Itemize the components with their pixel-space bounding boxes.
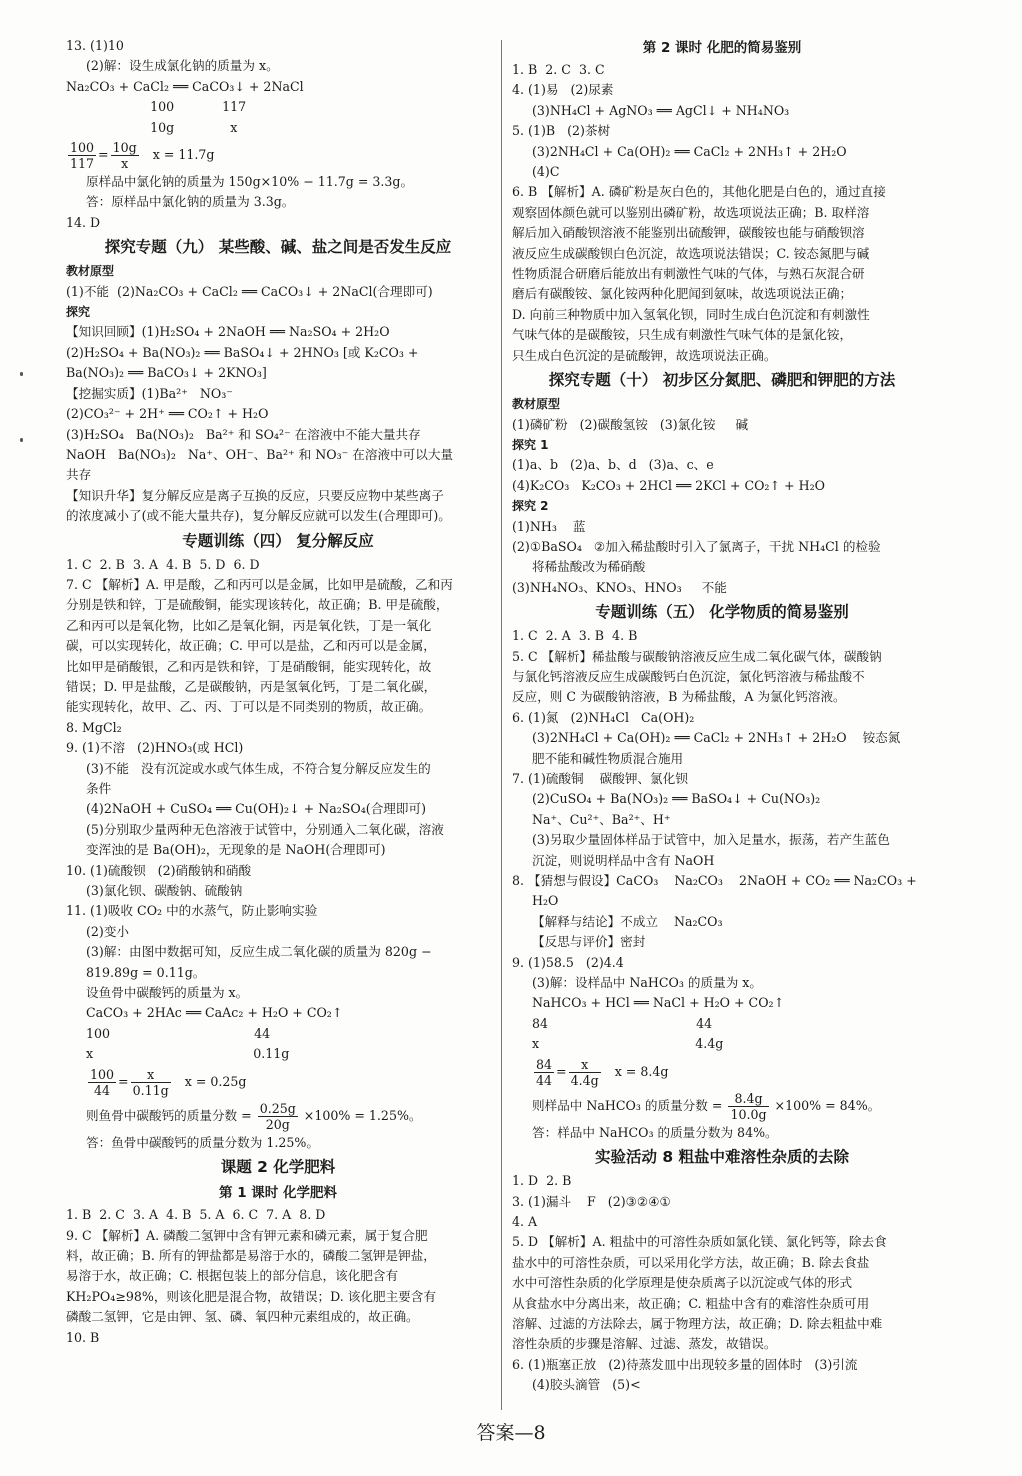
answer-line: 10. (1)硫酸钡 (2)硝酸钠和硝酸 bbox=[66, 862, 252, 878]
answer-line: 的浓度减小了(或不能大量共存)，复分解反应就可以发生(合理即可)。 bbox=[66, 508, 451, 524]
equation-result: x = 0.25g bbox=[172, 1073, 247, 1089]
answer-line: 共存 bbox=[66, 467, 92, 483]
answer-line: D. 向前三种物质中加入氢氧化钡，同时生成白色沉淀和有刺激性 bbox=[512, 306, 870, 322]
answer-line: H₂O bbox=[532, 893, 559, 909]
answer-line: 水中可溶性杂质的化学原理是使杂质离子以沉淀或气体的形式 bbox=[512, 1275, 853, 1291]
fraction-numerator: 0.25g bbox=[259, 1100, 296, 1116]
answer-line: (2)H₂SO₄ + Ba(NO₃)₂ ══ BaSO₄↓ + 2HNO₃ [或 K₂CO₃ + bbox=[66, 344, 419, 360]
fraction-denominator: 44 bbox=[536, 1072, 553, 1088]
percentage-equation bbox=[512, 1089, 932, 1123]
answer-line: 6. B 【解析】A. 磷矿粉是灰白色的，其他化肥是白色的，通过直接 bbox=[512, 184, 886, 200]
answer-line: 答：样品中 NaHCO₃ 的质量分数为 84%。 bbox=[532, 1124, 778, 1140]
answer-line: 1. C 2. A 3. B 4. B bbox=[512, 628, 638, 644]
answer-line: 100 44 bbox=[86, 1025, 271, 1041]
answer-line: 13. (1)10 bbox=[66, 38, 124, 53]
answer-line: Ba(NO₃)₂ ══ BaCO₃↓ + 2KNO₃] bbox=[66, 365, 267, 381]
fraction-numerator: 100 bbox=[70, 140, 95, 156]
answer-line: KH₂PO₄≥98%，则该化肥是混合物，故错误；D. 该化肥主要含有 bbox=[66, 1288, 436, 1304]
answer-line: 比如甲是硝酸银，乙和丙是铁和锌，丁是硝酸铜，能实现转化，故 bbox=[66, 658, 432, 674]
answer-line: 1. B 2. C 3. C bbox=[512, 62, 605, 77]
section-heading: 实验活动 8 粗盐中难溶性杂质的去除 bbox=[594, 1148, 850, 1167]
fraction bbox=[534, 1057, 554, 1088]
answer-line: 溶性杂质的步骤是溶解、过滤、蒸发，故错误。 bbox=[512, 1336, 777, 1352]
answer-line: 只生成白色沉淀的是硫酸钾，故选项说法正确。 bbox=[512, 347, 777, 363]
answer-line: 【反思与评价】密封 bbox=[532, 934, 646, 950]
answer-line: 与氯化钙溶液反应生成碳酸钙白色沉淀，氯化钙溶液与稀盐酸不 bbox=[512, 668, 865, 684]
fraction-denominator: 10.0g bbox=[730, 1106, 767, 1122]
answer-line: 【知识回顾】(1)H₂SO₄ + 2NaOH ══ Na₂SO₄ + 2H₂O bbox=[66, 324, 390, 340]
fraction-denominator: x bbox=[121, 156, 129, 172]
equation-result: x = 8.4g bbox=[602, 1063, 669, 1079]
answer-line: 磨后有碳酸铵、氯化铵两种化肥闻到氨味，故选项说法正确； bbox=[512, 286, 853, 302]
section-heading: 专题训练（五） 化学物质的简易鉴别 bbox=[595, 603, 849, 622]
answer-line: 【解释与结论】不成立 Na₂CO₃ bbox=[532, 913, 723, 929]
section-heading: 专题训练（四） 复分解反应 bbox=[182, 531, 374, 550]
answer-line: 8. MgCl₂ bbox=[66, 719, 122, 735]
answer-line: 碳，可以实现转化，故正确；C. 甲可以是盐，乙和丙可以是金属， bbox=[66, 638, 436, 654]
section-heading: 课题 2 化学肥料 bbox=[220, 1158, 336, 1177]
answer-line: 料，故正确；B. 所有的钾盐都是易溶于水的，磷酸二氢钾是钾盐， bbox=[66, 1247, 436, 1263]
answer-line: (5)分别取少量两种无色溶液于试管中，分别通入二氧化碳，溶液 bbox=[86, 821, 444, 837]
fraction-numerator: 10g bbox=[112, 140, 137, 156]
scan-speck bbox=[20, 438, 23, 442]
answer-line: 乙和丙可以是氧化物，比如乙是氧化铜，丙是氧化铁，丁是一氧化 bbox=[66, 617, 432, 633]
column-divider bbox=[501, 40, 502, 1410]
answer-line: (3)H₂SO₄ Ba(NO₃)₂ Ba²⁺ 和 SO₄²⁻ 在溶液中不能大量共存 bbox=[66, 426, 421, 442]
answer-line: 条件 bbox=[86, 781, 112, 796]
equation-prefix: 则鱼骨中碳酸钙的质量分数 = bbox=[86, 1107, 256, 1123]
answer-line: 84 44 bbox=[532, 1015, 713, 1031]
answer-line: x 0.11g bbox=[86, 1046, 290, 1062]
answer-line: 14. D bbox=[66, 214, 101, 230]
answer-line: (3)NH₄NO₃、KNO₃、HNO₃ 不能 bbox=[512, 579, 727, 595]
subsection-label: 教材原型 bbox=[512, 397, 561, 412]
answer-line: 819.89g = 0.11g。 bbox=[86, 964, 206, 980]
answer-line: 10. B bbox=[66, 1329, 100, 1345]
answer-line: 【挖掘实质】(1)Ba²⁺ NO₃⁻ bbox=[66, 385, 233, 401]
proportion-equation bbox=[512, 1055, 932, 1089]
answer-line: (1)a、b (2)a、b、d (3)a、c、e bbox=[512, 457, 714, 473]
answer-line: 4. (1)易 (2)尿素 bbox=[512, 82, 614, 98]
answer-line: 磷酸二氢钾，它是由钾、氢、磷、氧四种元素组成的，故正确。 bbox=[66, 1309, 419, 1325]
subsection-label: 探究 1 bbox=[512, 437, 549, 452]
subsection-label: 教材原型 bbox=[66, 264, 115, 279]
answer-line: (2)解：设生成氯化钠的质量为 x。 bbox=[86, 58, 279, 74]
answer-line: 易溶于水，故正确；C. 根据包装上的部分信息，该化肥含有 bbox=[66, 1268, 399, 1284]
answer-line: 4. A bbox=[512, 1213, 538, 1229]
proportion-equation bbox=[66, 138, 490, 172]
answer-line: (3)不能 没有沉淀或水或气体生成，不符合复分解反应发生的 bbox=[86, 760, 431, 776]
answer-line: 10g x bbox=[66, 119, 238, 135]
percentage-equation bbox=[66, 1099, 490, 1133]
answer-line: 5. (1)B (2)茶树 bbox=[512, 123, 611, 139]
answer-line: (4)胶头滴管 (5)< bbox=[532, 1377, 641, 1393]
answer-line: 反应，则 C 为碳酸钠溶液，B 为稀盐酸，A 为氯化钙溶液。 bbox=[512, 689, 846, 705]
answer-line: 性物质混合研磨后能放出有刺激性气味的气体，与熟石灰混合研 bbox=[512, 266, 865, 282]
answer-line: NaHCO₃ + HCl ══ NaCl + H₂O + CO₂↑ bbox=[532, 995, 785, 1011]
answer-line: 6. (1)氮 (2)NH₄Cl Ca(OH)₂ bbox=[512, 709, 695, 725]
lesson-heading: 第 1 课时 化学肥料 bbox=[219, 1185, 337, 1202]
section-heading: 探究专题（九） 某些酸、碱、盐之间是否发生反应 bbox=[104, 238, 452, 257]
answer-line: (3)另取少量固体样品于试管中，加入足量水，振荡，若产生蓝色 bbox=[532, 832, 890, 848]
fraction bbox=[111, 140, 139, 171]
answer-line: 观察固体颜色就可以鉴别出磷矿粉，故选项说法正确；B. 取样溶 bbox=[512, 204, 870, 220]
answer-line: 9. C 【解析】A. 磷酸二氢钾中含有钾元素和磷元素，属于复合肥 bbox=[66, 1227, 428, 1243]
answer-line: (3)解：设样品中 NaHCO₃ 的质量为 x。 bbox=[532, 975, 763, 991]
answer-line: 盐水中的可溶性杂质，可以采用化学方法，故正确；B. 除去食盐 bbox=[512, 1254, 870, 1270]
answer-line: (1)NH₃ 蓝 bbox=[512, 518, 586, 534]
equation-suffix: ×100% = 84%。 bbox=[770, 1097, 881, 1113]
answer-line: (3)NH₄Cl + AgNO₃ ══ AgCl↓ + NH₄NO₃ bbox=[532, 102, 790, 118]
answer-line: (2)变小 bbox=[86, 923, 130, 939]
fraction-numerator: x bbox=[569, 1057, 601, 1073]
subsection-label: 探究 bbox=[66, 305, 91, 320]
answer-line: Na⁺、Cu²⁺、Ba²⁺、H⁺ bbox=[532, 811, 671, 827]
answer-line: 11. (1)吸收 CO₂ 中的水蒸气，防止影响实验 bbox=[66, 903, 318, 919]
answer-line: 1. B 2. C 3. A 4. B 5. A 6. C 7. A 8. D bbox=[66, 1207, 326, 1223]
fraction-numerator: 100 bbox=[90, 1066, 115, 1082]
fraction-denominator: 44 bbox=[94, 1082, 111, 1098]
answer-line: Na₂CO₃ + CaCl₂ ══ CaCO₃↓ + 2NaCl bbox=[66, 78, 304, 94]
answer-line: 溶解、过滤的方法除去，属于物理方法，故正确；D. 除去粗盐中难 bbox=[512, 1315, 883, 1331]
answer-line: 气味气体的是碳酸铵，只生成有刺激性气味气体的是氯化铵， bbox=[512, 327, 853, 343]
fraction bbox=[569, 1057, 601, 1088]
answer-line: 将稀盐酸改为稀硝酸 bbox=[532, 559, 646, 575]
lesson-heading: 第 2 课时 化肥的简易鉴别 bbox=[642, 40, 802, 56]
answer-line: (2)①BaSO₄ ②加入稀盐酸时引入了氯离子，干扰 NH₄Cl 的检验 bbox=[512, 538, 881, 554]
fraction-denominator: 4.4g bbox=[570, 1072, 599, 1088]
scan-speck bbox=[20, 372, 23, 376]
answer-line: 设鱼骨中碳酸钙的质量为 x。 bbox=[86, 985, 249, 1001]
answer-line: (3)2NH₄Cl + Ca(OH)₂ ══ CaCl₂ + 2NH₃↑ + 2H₂O bbox=[532, 143, 847, 159]
answer-line: 肥不能和碱性物质混合施用 bbox=[532, 750, 684, 766]
answer-line: (4)C bbox=[532, 164, 560, 180]
equation-result: x = 11.7g bbox=[140, 147, 215, 163]
right-column bbox=[512, 36, 932, 1396]
page-footer: 答案—8 bbox=[476, 1422, 546, 1444]
fraction-denominator: 20g bbox=[265, 1116, 290, 1132]
answer-line: NaOH Ba(NO₃)₂ Na⁺、OH⁻、Ba²⁺ 和 NO₃⁻ 在溶液中可以大量 bbox=[66, 446, 454, 462]
fraction bbox=[68, 140, 96, 171]
fraction-numerator: 8.4g bbox=[728, 1091, 768, 1107]
answer-line: 3. (1)漏斗 F (2)③②④① bbox=[512, 1193, 671, 1209]
fraction-numerator: 84 bbox=[536, 1056, 553, 1072]
answer-line: 沉淀，则说明样品中含有 NaOH bbox=[532, 852, 715, 868]
answer-line: 能实现转化，故甲、乙、丙、丁可以是不同类别的物质，故正确。 bbox=[66, 699, 432, 715]
fraction-denominator: 117 bbox=[70, 156, 95, 172]
answer-line: 6. (1)瓶塞正放 (2)待蒸发皿中出现较多量的固体时 (3)引流 bbox=[512, 1356, 858, 1372]
answer-line: 从食盐水中分离出来，故正确；C. 粗盐中含有的难溶性杂质可用 bbox=[512, 1295, 870, 1311]
answer-line: (1)不能 (2)Na₂CO₃ + CaCl₂ ══ CaCO₃↓ + 2NaCl(合理即可) bbox=[66, 283, 433, 299]
proportion-equation bbox=[66, 1065, 490, 1099]
answer-line: 【知识升华】复分解反应是离子互换的反应，只要反应物中某些离子 bbox=[66, 487, 444, 503]
answer-line: 答：鱼骨中碳酸钙的质量分数为 1.25%。 bbox=[86, 1134, 319, 1150]
answer-line: (3)2NH₄Cl + Ca(OH)₂ ══ CaCl₂ + 2NH₃↑ + 2H₂O 铵态氮 bbox=[532, 730, 901, 746]
answer-line: 1. C 2. B 3. A 4. B 5. D 6. D bbox=[66, 556, 260, 572]
answer-line: (3)氯化钡、碳酸钠、硫酸钠 bbox=[86, 883, 243, 899]
section-heading: 探究专题（十） 初步区分氮肥、磷肥和钾肥的方法 bbox=[548, 371, 896, 390]
answer-line: CaCO₃ + 2HAc ══ CaAc₂ + H₂O + CO₂↑ bbox=[86, 1005, 343, 1021]
answer-line: (4)K₂CO₃ K₂CO₃ + 2HCl ══ 2KCl + CO₂↑ + H₂O bbox=[512, 477, 825, 493]
fraction bbox=[258, 1101, 298, 1132]
answer-line: 9. (1)不溶 (2)HNO₃(或 HCl) bbox=[66, 740, 244, 756]
fraction bbox=[88, 1067, 116, 1098]
answer-line: 7. C 【解析】A. 甲是酸，乙和丙可以是金属，比如甲是硫酸，乙和丙 bbox=[66, 576, 453, 592]
answer-line: 变浑浊的是 Ba(OH)₂，无现象的是 NaOH(合理即可) bbox=[86, 842, 386, 858]
equals-sign: = bbox=[556, 1063, 567, 1079]
answer-line: (4)2NaOH + CuSO₄ ══ Cu(OH)₂↓ + Na₂SO₄(合理即可) bbox=[86, 801, 426, 817]
equation-prefix: 则样品中 NaHCO₃ 的质量分数 = bbox=[532, 1097, 727, 1113]
answer-line: 5. D 【解析】A. 粗盐中的可溶性杂质如氯化镁、氯化钙等，除去食 bbox=[512, 1234, 887, 1250]
answer-line: 100 117 bbox=[66, 99, 247, 115]
answer-line: 1. D 2. B bbox=[512, 1173, 572, 1189]
answer-line: 液反应生成碳酸钡白色沉淀，故选项说法错误；C. 铵态氮肥与碱 bbox=[512, 245, 870, 261]
answer-line: 答：原样品中氯化钠的质量为 3.3g。 bbox=[86, 194, 295, 210]
answer-line: (1)磷矿粉 (2)碳酸氢铵 (3)氯化铵 碱 bbox=[512, 416, 749, 432]
equation-suffix: ×100% = 1.25%。 bbox=[299, 1107, 422, 1123]
answer-line: (2)CuSO₄ + Ba(NO₃)₂ ══ BaSO₄↓ + Cu(NO₃)₂ bbox=[532, 791, 821, 807]
answer-line: 错误；D. 甲是盐酸，乙是碳酸钠，丙是氢氧化钙，丁是二氧化碳， bbox=[66, 678, 437, 694]
equals-sign: = bbox=[118, 1073, 129, 1089]
equals-sign: = bbox=[98, 147, 109, 163]
answer-line: 解后加入硝酸钡溶液不能鉴别出硫酸钾，碳酸铵也能与硝酸钡溶 bbox=[512, 225, 865, 241]
answer-line: 5. C 【解析】稀盐酸与碳酸钠溶液反应生成二氧化碳气体，碳酸钠 bbox=[512, 648, 882, 664]
left-column bbox=[66, 36, 490, 1348]
answer-line: 7. (1)硫酸铜 碳酸钾、氯化钡 bbox=[512, 771, 688, 786]
answer-line: x 4.4g bbox=[532, 1036, 724, 1052]
fraction bbox=[728, 1091, 768, 1122]
answer-line: (3)解：由图中数据可知，反应生成二氧化碳的质量为 820g − bbox=[86, 944, 432, 960]
fraction-numerator: x bbox=[131, 1067, 171, 1083]
answer-line: 分别是铁和锌，丁是硫酸铜，能实现该转化，故正确；B. 甲是硫酸， bbox=[66, 597, 449, 613]
fraction bbox=[131, 1067, 171, 1098]
answer-line: 9. (1)58.5 (2)4.4 bbox=[512, 954, 624, 970]
fraction-denominator: 0.11g bbox=[132, 1082, 169, 1098]
subsection-label: 探究 2 bbox=[512, 499, 549, 514]
answer-line: (2)CO₃²⁻ + 2H⁺ ══ CO₂↑ + H₂O bbox=[66, 406, 269, 422]
answer-line: 8. 【猜想与假设】CaCO₃ Na₂CO₃ 2NaOH + CO₂ ══ Na₂CO₃ + bbox=[512, 873, 917, 889]
answer-line: 原样品中氯化钠的质量为 150g×10% − 11.7g = 3.3g。 bbox=[86, 174, 414, 190]
